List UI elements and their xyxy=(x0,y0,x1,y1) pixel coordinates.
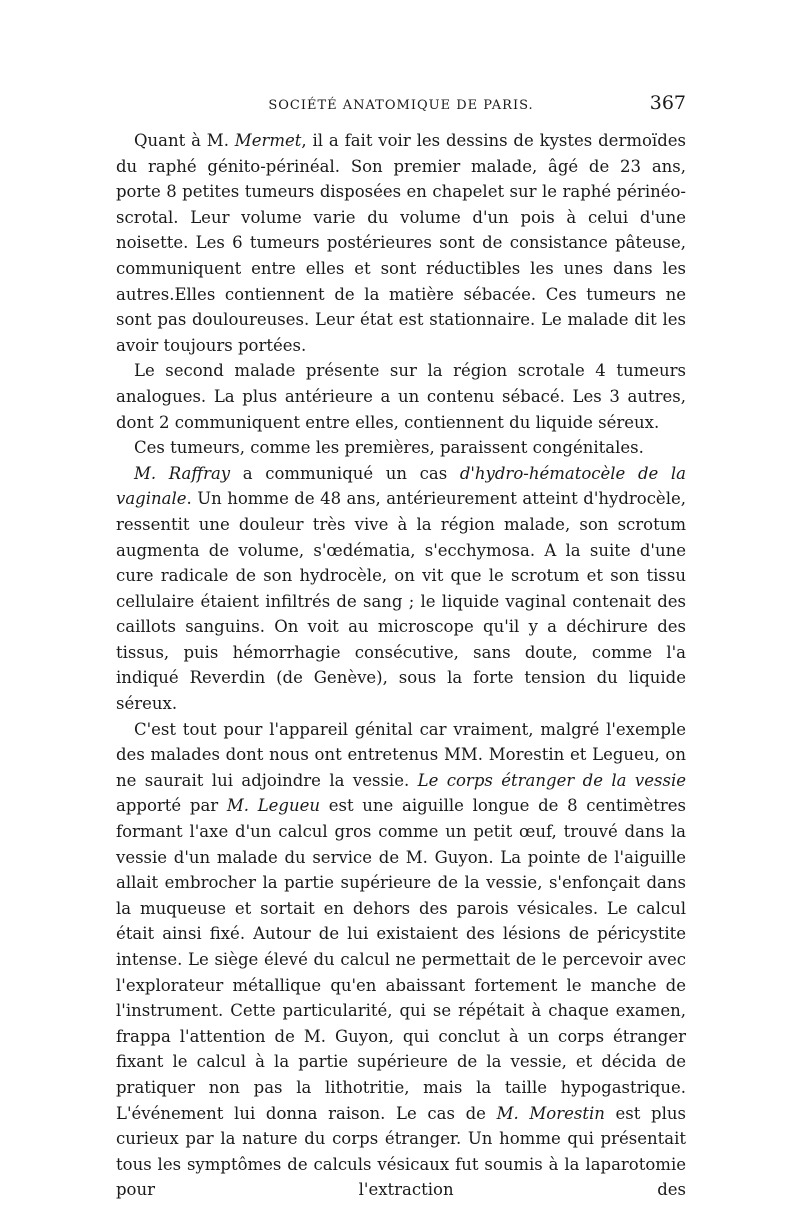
author-name: M. Raffray xyxy=(134,463,231,483)
text-run: C'est tout pour l'appareil génital car vraiment, malgré l'exemple des malades dont nous ont entretenus MM. Morestin et Legueu, on ne saurait lui adjoindre la vessie. xyxy=(116,719,686,790)
body-text xyxy=(116,128,686,1203)
text-run: a communiqué un cas xyxy=(230,463,460,483)
text-run: Quant à M. xyxy=(134,131,235,150)
running-title: SOCIÉTÉ ANATOMIQUE DE PARIS. xyxy=(268,98,534,113)
text-run: Le second malade présente sur la région scrotale 4 tumeurs analogues. La plus antérieure a un contenu sébacé. Les 3 autres, dont 2 communiquent entre elles, contiennent du liquide séreux. xyxy=(116,361,686,432)
author-name: Mermet xyxy=(234,131,302,150)
text-run: apporté par xyxy=(116,796,227,816)
text-run: est plus curieux par la nature du corps étranger. Un homme qui présentait tous les symptômes de calculs vésicaux fut soumis à la laparotomie pour l'extraction des xyxy=(116,1103,686,1200)
text-run: , il a fait voir les dessins de kystes dermoïdes du raphé génito-périnéal. Son premier malade, âgé de 23 ans, porte 8 petites tumeurs disposées en chapelet sur le raphé périnéo-scrotal. Leur volume varie du volume d'un pois à celui d'une noisette. Les 6 tumeurs postérieures sont de consistance pâteuse, communiquent entre elles et sont réductibles les unes dans les autres.Elles contiennent de la matière sébacée. Ces tumeurs ne sont pas douloureuses. Leur état est stationnaire. Le malade dit les avoir toujours portées. xyxy=(116,131,686,355)
paragraph-bladder xyxy=(116,717,686,1203)
case-title: d'hydro-hématocèle de la vaginale xyxy=(116,463,686,509)
paragraph-raffray xyxy=(116,461,686,717)
author-name: M. Morestin xyxy=(496,1103,605,1123)
text-run: est une aiguille longue de 8 centimètres formant l'axe d'un calcul gros comme un petit œuf, trouvé dans la vessie d'un malade du service de M. Guyon. La pointe de l'aiguille allait embrocher la partie supérieure de la vessie, s'enfonçait dans la muqueuse et sortait en dehors des parois vésicales. Le calcul était ainsi fixé. Autour de lui existaient des lésions de péricystite intense. Le siège élevé du calcul ne permettait de le percevoir avec l'explorateur métallique qu'en abaissant fortement le manche de l'instrument. Cette particularité, qui se répétait à chaque examen, frappa l'attention de M. Guyon, qui conclut à un corps étranger fixant le calcul à la partie supérieure de la vessie, et décida de pratiquer non pas la lithotritie, mais la taille hypogastrique. L'événement lui donna raison. Le cas de xyxy=(116,796,686,1123)
paragraph-mermet xyxy=(116,128,686,358)
paragraph-congenital xyxy=(116,435,686,461)
running-head xyxy=(116,92,686,122)
author-name: M. Legueu xyxy=(226,796,321,816)
case-title: Le corps étranger de la vessie xyxy=(417,770,686,790)
text-run: Ces tumeurs, comme les premières, paraissent congénitales. xyxy=(134,438,644,458)
text-run: . Un homme de 48 ans, antérieurement atteint d'hydrocèle, ressentit une douleur très vive à la région malade, son scrotum augmenta de volume, s'œdématia, s'ecchymosa. A la suite d'une cure radicale de son hydrocèle, on vit que le scrotum et son tissu cellulaire étaient infiltrés de sang ; le liquide vaginal contenait des caillots sanguins. On voit au microscope qu'il y a déchirure des tissus, puis hémorrhagie consécutive, sans doute, comme l'a indiqué Reverdin (de Genève), sous la forte tension du liquide séreux. xyxy=(116,489,686,714)
page-number: 367 xyxy=(649,92,686,114)
paragraph-second-patient xyxy=(116,358,686,435)
